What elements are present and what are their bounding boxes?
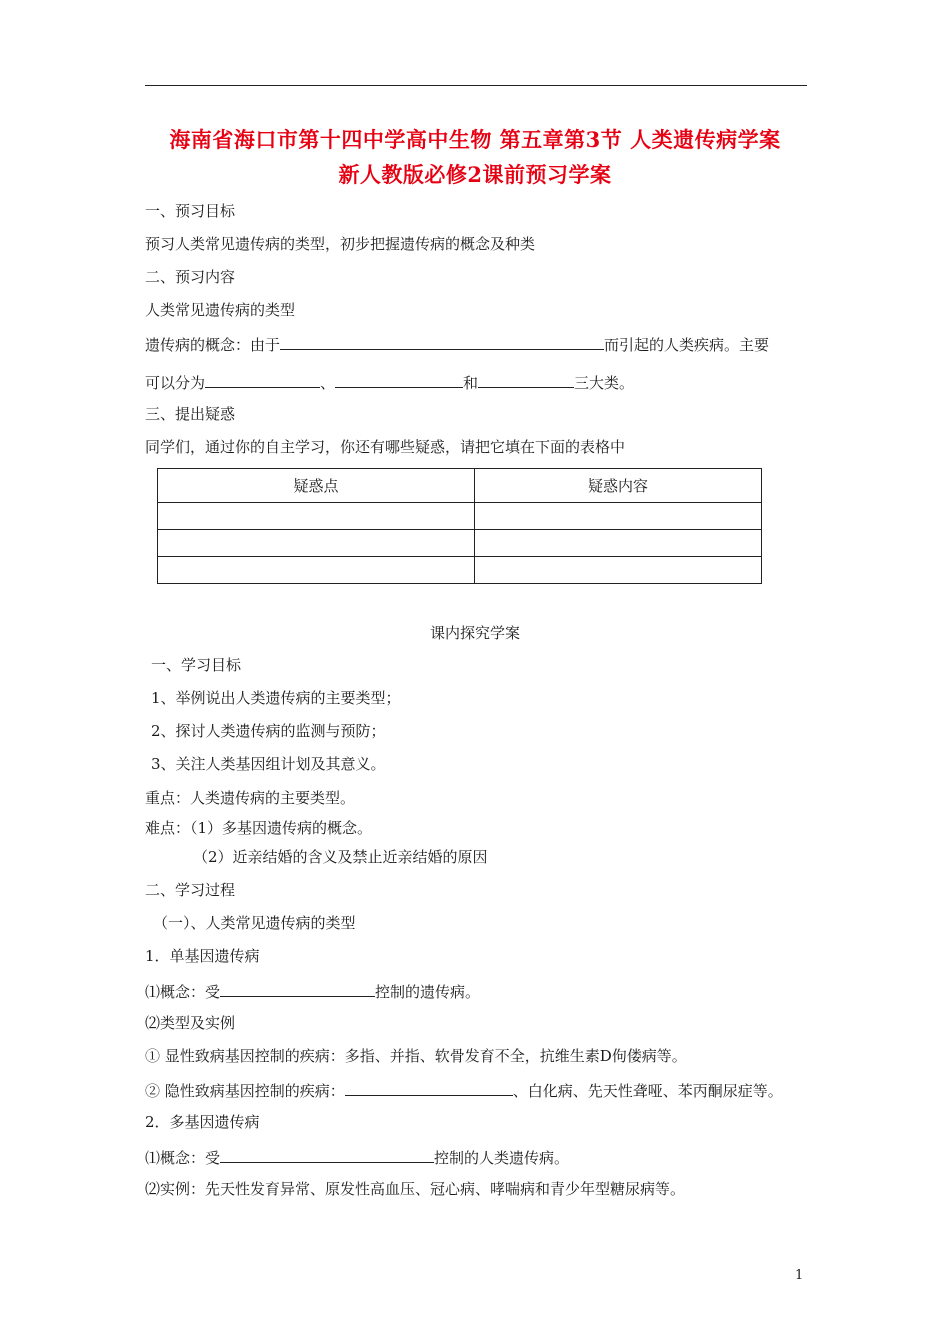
table-cell[interactable] — [475, 503, 762, 530]
single-gene-recessive — [145, 1079, 783, 1101]
goal-item: 3、关注人类基因组计划及其意义。 — [151, 755, 386, 773]
table-header-row — [158, 469, 762, 503]
mg-concept-end: 控制的人类遗传病。 — [434, 1149, 570, 1167]
sg-concept-end: 控制的遗传病。 — [375, 983, 481, 1001]
concept-text-start: 遗传病的概念：由于 — [145, 336, 281, 354]
concept-line — [145, 333, 769, 355]
table-header-doubt-content: 疑惑内容 — [475, 469, 762, 503]
inclass-goal-heading: 一、学习目标 — [151, 656, 242, 674]
multi-gene-examples: ⑵实例：先天性发育异常、原发性高血压、冠心病、哮喘病和青少年型糖尿病等。 — [145, 1180, 686, 1198]
classify-line — [145, 371, 634, 393]
table-row — [158, 530, 762, 557]
single-gene-concept — [145, 980, 480, 1002]
doubt-heading: 三、提出疑惑 — [145, 405, 236, 423]
title-line-2: 新人教版必修2课前预习学案 — [338, 162, 612, 187]
classify-blank-1[interactable] — [205, 371, 320, 388]
table-cell[interactable] — [475, 530, 762, 557]
table-header-doubt-point: 疑惑点 — [158, 469, 475, 503]
table-cell[interactable] — [475, 557, 762, 584]
difficulty-1: 难点：（1）多基因遗传病的概念。 — [145, 819, 373, 837]
table-cell[interactable] — [158, 557, 475, 584]
table-cell[interactable] — [158, 503, 475, 530]
inclass-heading: 课内探究学案 — [429, 624, 520, 642]
preview-content-heading: 二、预习内容 — [145, 268, 236, 286]
classify-blank-3[interactable] — [478, 371, 574, 388]
multi-gene-concept — [145, 1146, 569, 1168]
sg-recessive-end: 、白化病、先天性聋哑、苯丙酮尿症等。 — [512, 1082, 783, 1100]
section-1-heading: （一）、人类常见遗传病的类型 — [153, 914, 356, 932]
multi-gene-heading: 2．多基因遗传病 — [145, 1113, 260, 1131]
mg-concept-start: ⑴概念：受 — [145, 1149, 221, 1167]
sg-recessive-start: ② 隐性致病基因控制的疾病： — [145, 1082, 345, 1100]
classify-separator-2: 和 — [463, 374, 479, 392]
table-cell[interactable] — [158, 530, 475, 557]
preview-content-subheading: 人类常见遗传病的类型 — [145, 301, 296, 319]
sg-recessive-blank[interactable] — [345, 1079, 513, 1096]
sg-concept-blank[interactable] — [220, 980, 375, 997]
mg-concept-blank[interactable] — [220, 1146, 434, 1163]
title-line-1: 海南省海口市第十四中学高中生物 第五章第3节 人类遗传病学案 — [169, 127, 781, 152]
concept-blank[interactable] — [280, 333, 604, 350]
key-point: 重点：人类遗传病的主要类型。 — [145, 789, 356, 807]
table-row — [158, 503, 762, 530]
difficulty-2: （2）近亲结婚的含义及禁止近亲结婚的原因 — [193, 848, 488, 866]
single-gene-heading: 1．单基因遗传病 — [145, 947, 260, 965]
goal-item: 1、举例说出人类遗传病的主要类型； — [151, 689, 401, 707]
goal-item: 2、探讨人类遗传病的监测与预防； — [151, 722, 386, 740]
sg-concept-start: ⑴概念：受 — [145, 983, 221, 1001]
single-gene-dominant: ① 显性致病基因控制的疾病：多指、并指、软骨发育不全，抗维生素D佝偻病等。 — [145, 1047, 687, 1065]
page-number: 1 — [795, 1268, 804, 1283]
doubt-text: 同学们，通过你的自主学习，你还有哪些疑惑，请把它填在下面的表格中 — [145, 438, 626, 456]
header-rule — [145, 85, 807, 86]
process-heading: 二、学习过程 — [145, 881, 236, 899]
classify-text-start: 可以分为 — [145, 374, 206, 392]
preview-goal-heading: 一、预习目标 — [145, 202, 236, 220]
concept-text-end: 而引起的人类疾病。主要 — [604, 336, 770, 354]
classify-text-end: 三大类。 — [574, 374, 635, 392]
doubt-table — [157, 468, 762, 584]
single-gene-types: ⑵类型及实例 — [145, 1014, 236, 1032]
classify-blank-2[interactable] — [335, 371, 463, 388]
table-row — [158, 557, 762, 584]
preview-goal-text: 预习人类常见遗传病的类型，初步把握遗传病的概念及种类 — [145, 235, 536, 253]
classify-separator-1: 、 — [320, 374, 336, 392]
